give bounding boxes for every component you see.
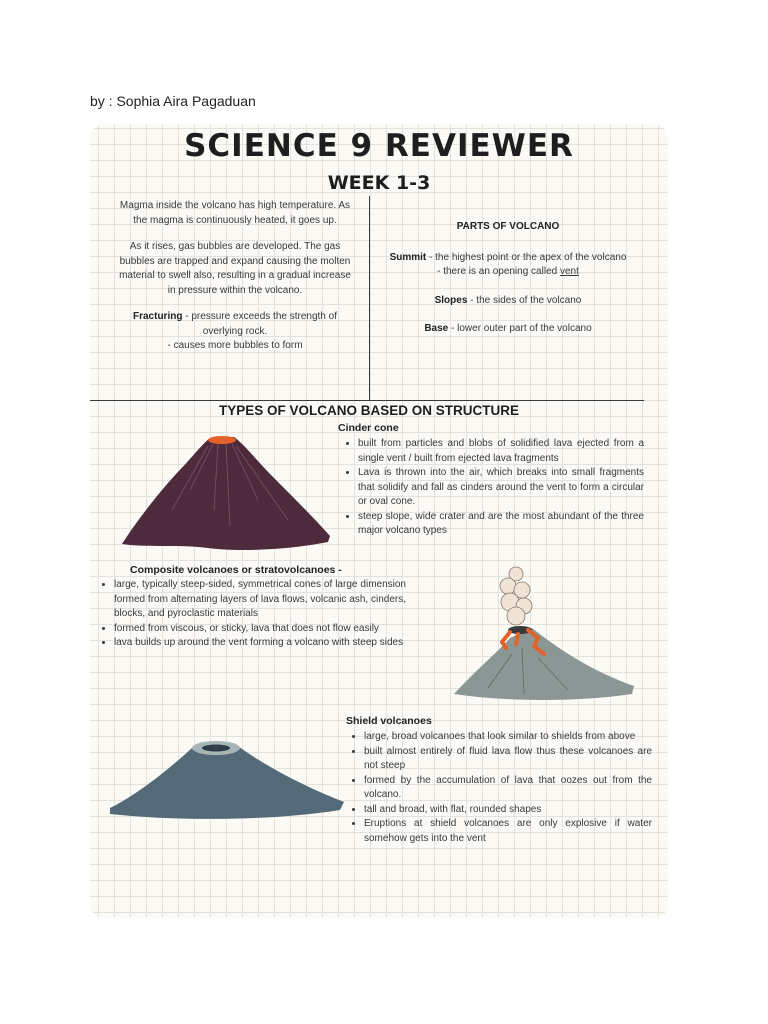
list-item: • formed by the accumulation of lava that oozes out from the volcano. <box>364 774 652 803</box>
fracturing-note: - causes more bubbles to form <box>167 340 303 351</box>
fracturing-term: Fracturing <box>133 311 183 322</box>
shield-crater <box>202 745 230 752</box>
summit-term: Summit <box>389 251 427 263</box>
list-item: • large, typically steep-sided, symmetrical cones of large dimension formed from alternating layers of lava flows, volcanic ash, cinders, blocks, and pyroclastic materials <box>114 578 406 622</box>
intro-paragraph-2: As it rises, gas bubbles are developed. The gas bubbles are trapped and expand causing the molten material to swell also, resulting in a gradual increase in pressure within the volcano. <box>119 241 351 296</box>
list-item: • Eruptions at shield volcanoes are only explosive if water somehow gets into the vent <box>364 817 652 846</box>
list-item: • formed from viscous, or sticky, lava that does not flow easily <box>114 622 406 637</box>
cinder-cone-body <box>122 437 330 550</box>
fracturing-def: - pressure exceeds the strength of overlying rock. <box>182 311 337 337</box>
list-item: • Lava is thrown into the air, which breaks into small fragments that solidify and fall as cinders around the vent to form a circular or oval cone. <box>358 466 644 510</box>
page-subtitle: WEEK 1-3 <box>327 172 431 194</box>
reviewer-sheet <box>90 124 668 918</box>
summit-definition <box>375 251 641 280</box>
list-item: • lava builds up around the vent forming a volcano with steep sides <box>114 636 406 651</box>
shield-volcano-body <box>110 746 344 819</box>
cinder-cone-list <box>344 437 644 539</box>
column-divider <box>369 196 370 400</box>
shield-volcano-illustration <box>108 732 348 822</box>
slopes-def: - the sides of the volcano <box>467 294 582 306</box>
fracturing-definition <box>118 310 352 354</box>
intro-paragraph-1: Magma inside the volcano has high temperature. As the magma is continuously heated, it goes up. <box>119 200 351 226</box>
base-definition <box>375 322 641 337</box>
vent-word: vent <box>559 266 579 277</box>
parts-of-volcano <box>375 220 641 351</box>
cinder-cone-illustration <box>118 430 334 554</box>
author-byline: by : Sophia Aira Pagaduan <box>90 93 256 109</box>
types-heading: TYPES OF VOLCANO BASED ON STRUCTURE <box>218 403 520 418</box>
composite-list <box>100 578 406 651</box>
base-term: Base <box>424 323 449 334</box>
page-title: SCIENCE 9 REVIEWER <box>184 128 574 164</box>
slopes-definition <box>375 294 641 309</box>
parts-heading: PARTS OF VOLCANO <box>456 221 560 232</box>
section-divider <box>90 400 644 401</box>
list-item: • built almost entirely of fluid lava flow thus these volcanoes are not steep <box>364 745 652 774</box>
list-item: • large, broad volcanoes that look similar to shields from above <box>364 730 652 745</box>
shield-heading: Shield volcanoes <box>346 715 432 727</box>
summit-def: - the highest point or the apex of the volcano <box>426 251 627 263</box>
magma-intro <box>118 199 352 354</box>
cinder-cone-heading: Cinder cone <box>338 422 399 434</box>
ash-plume <box>500 567 532 625</box>
list-item: • tall and broad, with flat, rounded shapes <box>364 803 652 818</box>
list-item: • steep slope, wide crater and are the most abundant of the three major volcano types <box>358 510 644 539</box>
base-def: - lower outer part of the volcano <box>448 323 592 334</box>
slopes-term: Slopes <box>434 294 468 306</box>
composite-heading: Composite volcanoes or stratovolcanoes - <box>130 564 342 576</box>
shield-list <box>350 730 652 846</box>
composite-volcano-illustration <box>448 564 638 704</box>
summit-note: - there is an opening called <box>437 266 560 277</box>
cinder-crater <box>208 436 236 444</box>
list-item: • built from particles and blobs of solidified lava ejected from a single vent / built from ejected lava fragments <box>358 437 644 466</box>
